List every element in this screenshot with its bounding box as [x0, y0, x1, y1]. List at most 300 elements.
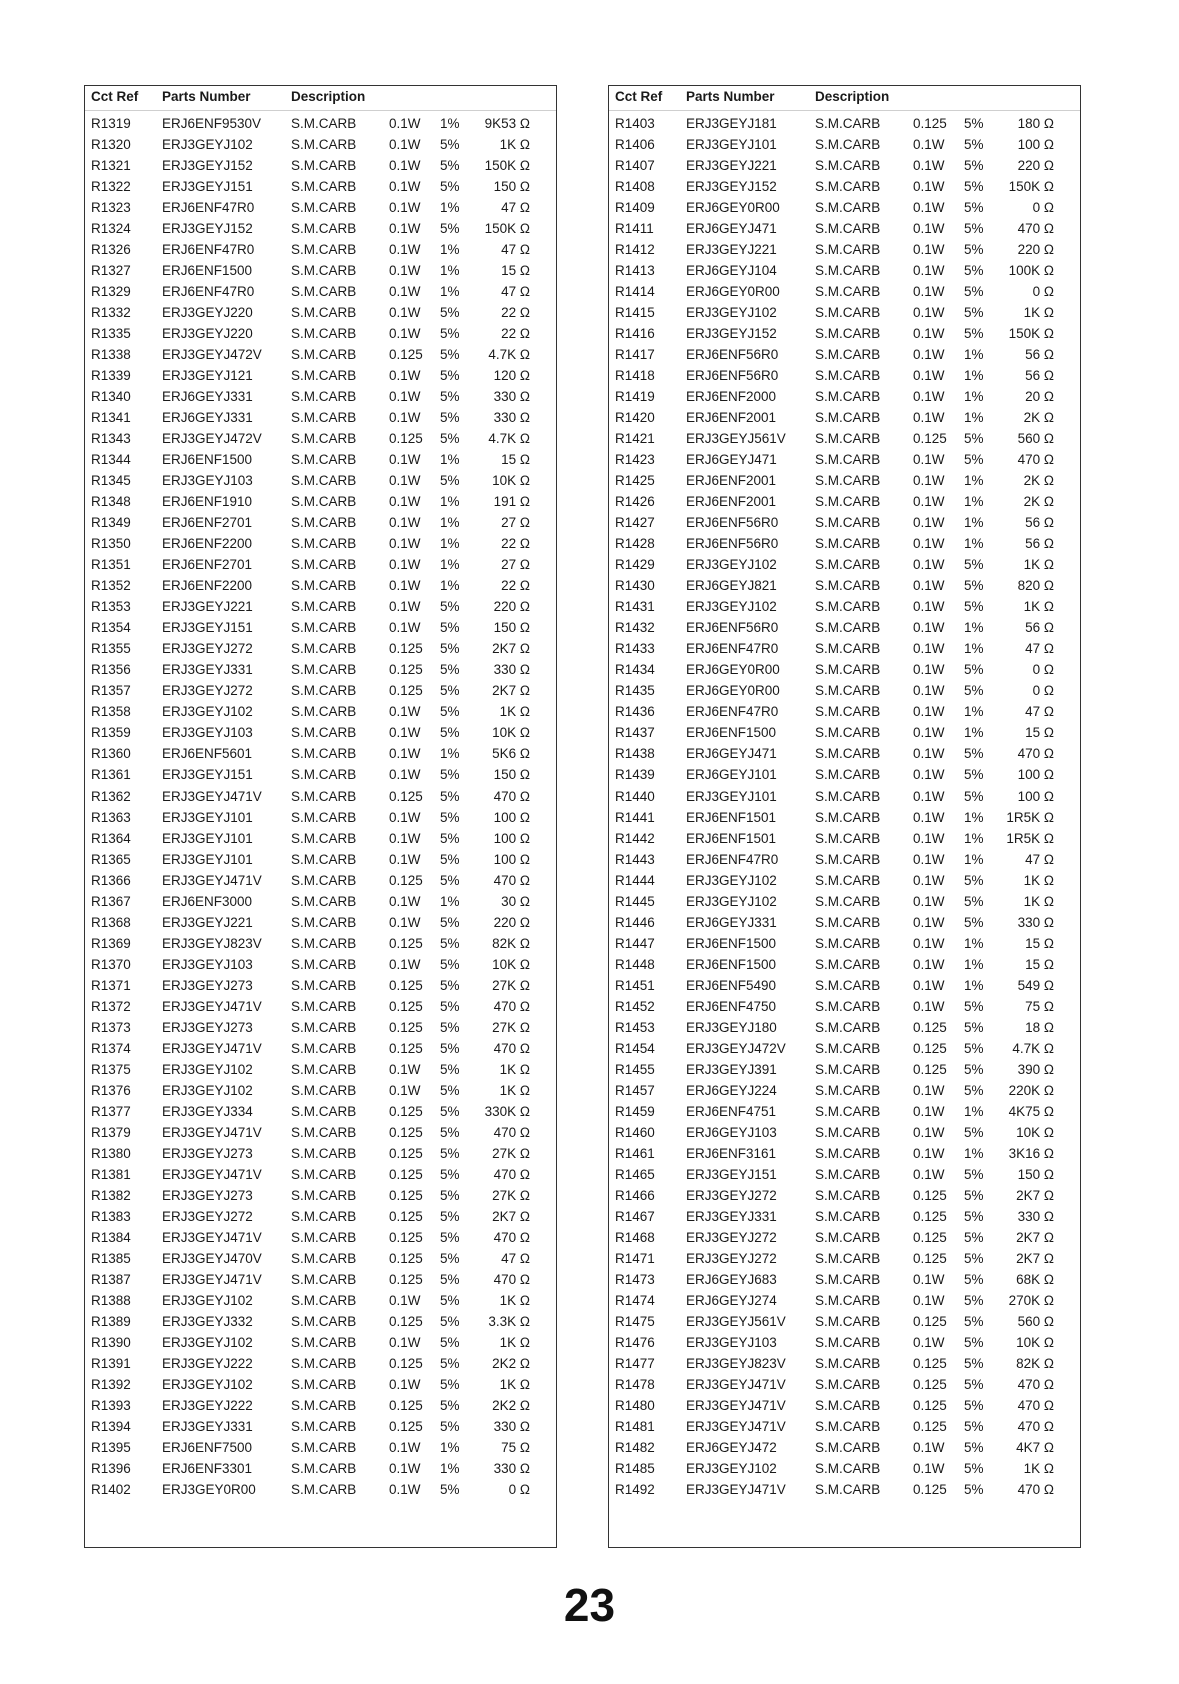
table-row	[609, 1438, 1080, 1459]
cell-value: 150K Ω	[484, 158, 530, 174]
cell-parts-number: ERJ3GEYJ102	[686, 557, 777, 573]
cell-value: 2K Ω	[1023, 410, 1054, 426]
cell-wattage: 0.1W	[389, 452, 421, 468]
cell-wattage: 0.1W	[389, 851, 421, 867]
cell-parts-number: ERJ3GEYJ151	[162, 767, 253, 783]
cell-wattage: 0.125	[913, 1397, 947, 1413]
cell-value: 220 Ω	[1017, 158, 1054, 174]
table-row	[609, 366, 1080, 387]
cell-description: S.M.CARB	[815, 662, 881, 678]
cell-cct-ref: R1473	[615, 1271, 655, 1287]
cell-wattage: 0.125	[389, 641, 423, 657]
cell-parts-number: ERJ6ENF47R0	[686, 704, 779, 720]
cell-value: 56 Ω	[1025, 536, 1054, 552]
cell-value: 1K Ω	[1023, 305, 1054, 321]
cell-cct-ref: R1377	[91, 1103, 131, 1119]
cell-tolerance: 5%	[964, 242, 984, 258]
cell-description: S.M.CARB	[815, 1019, 881, 1035]
cell-wattage: 0.1W	[389, 956, 421, 972]
cell-cct-ref: R1413	[615, 263, 655, 279]
cell-value: 22 Ω	[501, 578, 530, 594]
cell-value: 560 Ω	[1017, 431, 1054, 447]
cell-description: S.M.CARB	[815, 326, 881, 342]
cell-cct-ref: R1319	[91, 116, 131, 131]
cell-parts-number: ERJ3GEYJ101	[162, 809, 253, 825]
cell-value: 1K Ω	[499, 704, 530, 720]
cell-cct-ref: R1428	[615, 536, 655, 552]
cell-tolerance: 1%	[440, 515, 460, 531]
cell-tolerance: 5%	[440, 1208, 460, 1224]
cell-cct-ref: R1440	[615, 788, 655, 804]
cell-value: 68K Ω	[1016, 1271, 1054, 1287]
cell-description: S.M.CARB	[815, 263, 881, 279]
cell-cct-ref: R1384	[91, 1229, 131, 1245]
cell-description: S.M.CARB	[815, 536, 881, 552]
cell-value: 2K Ω	[1023, 473, 1054, 489]
cell-wattage: 0.125	[913, 1019, 947, 1035]
cell-description: S.M.CARB	[815, 578, 881, 594]
cell-cct-ref: R1364	[91, 830, 131, 846]
cell-cct-ref: R1421	[615, 431, 655, 447]
cell-value: 15 Ω	[1025, 935, 1054, 951]
cell-description: S.M.CARB	[815, 1103, 881, 1119]
cell-tolerance: 5%	[440, 767, 460, 783]
table-row	[85, 1102, 556, 1123]
cell-value: 1K Ω	[499, 1082, 530, 1098]
cell-wattage: 0.1W	[389, 1292, 421, 1308]
cell-description: S.M.CARB	[291, 1145, 357, 1161]
cell-parts-number: ERJ3GEYJ273	[162, 1145, 253, 1161]
cell-wattage: 0.125	[913, 1250, 947, 1266]
cell-cct-ref: R1455	[615, 1061, 655, 1077]
table-row	[609, 1039, 1080, 1060]
cell-value: 56 Ω	[1025, 515, 1054, 531]
cell-tolerance: 1%	[964, 641, 984, 657]
cell-description: S.M.CARB	[291, 725, 357, 741]
cell-cct-ref: R1390	[91, 1334, 131, 1350]
cell-description: S.M.CARB	[291, 200, 357, 216]
cell-wattage: 0.1W	[913, 998, 945, 1014]
cell-wattage: 0.1W	[913, 221, 945, 237]
cell-cct-ref: R1406	[615, 137, 655, 153]
cell-wattage: 0.1W	[913, 389, 945, 405]
cell-value: 2K7 Ω	[492, 641, 530, 657]
cell-parts-number: ERJ3GEYJ471V	[162, 1166, 262, 1182]
cell-description: S.M.CARB	[291, 1082, 357, 1098]
header-cct-ref: Cct Ref	[615, 89, 663, 104]
parts-table-left	[84, 85, 557, 1548]
cell-parts-number: ERJ6GEYJ274	[686, 1292, 777, 1308]
cell-parts-number: ERJ6ENF2701	[162, 557, 253, 573]
table-row	[85, 1060, 556, 1081]
cell-cct-ref: R1471	[615, 1250, 655, 1266]
cell-parts-number: ERJ6GEYJ683	[686, 1271, 777, 1287]
cell-parts-number: ERJ6GEYJ101	[686, 767, 777, 783]
cell-parts-number: ERJ3GEYJ221	[686, 158, 777, 174]
cell-value: 330 Ω	[493, 1418, 530, 1434]
cell-description: S.M.CARB	[291, 1397, 357, 1413]
cell-value: 27 Ω	[501, 515, 530, 531]
cell-parts-number: ERJ6ENF2000	[686, 389, 777, 405]
cell-tolerance: 5%	[440, 1482, 460, 1498]
cell-wattage: 0.1W	[913, 536, 945, 552]
table-row	[85, 492, 556, 513]
cell-wattage: 0.1W	[913, 1103, 945, 1119]
cell-description: S.M.CARB	[815, 872, 881, 888]
cell-value: 2K Ω	[1023, 494, 1054, 510]
cell-cct-ref: R1452	[615, 998, 655, 1014]
cell-description: S.M.CARB	[291, 1482, 357, 1498]
table-row	[609, 1459, 1080, 1480]
cell-wattage: 0.1W	[389, 1082, 421, 1098]
cell-wattage: 0.125	[389, 1271, 423, 1287]
cell-value: 10K Ω	[1016, 1124, 1054, 1140]
table-row	[609, 1207, 1080, 1228]
cell-description: S.M.CARB	[815, 1166, 881, 1182]
cell-parts-number: ERJ6ENF56R0	[686, 368, 779, 384]
cell-wattage: 0.1W	[913, 368, 945, 384]
cell-description: S.M.CARB	[815, 935, 881, 951]
cell-wattage: 0.1W	[389, 494, 421, 510]
table-row	[85, 1123, 556, 1144]
cell-description: S.M.CARB	[291, 1313, 357, 1329]
cell-cct-ref: R1460	[615, 1124, 655, 1140]
cell-cct-ref: R1416	[615, 326, 655, 342]
cell-tolerance: 5%	[440, 830, 460, 846]
table-row	[609, 1228, 1080, 1249]
table-row	[85, 1207, 556, 1228]
table-row	[85, 1186, 556, 1207]
table-row	[609, 1249, 1080, 1270]
cell-tolerance: 5%	[440, 368, 460, 384]
cell-parts-number: ERJ6ENF1500	[686, 725, 777, 741]
cell-value: 47 Ω	[501, 284, 530, 300]
cell-value: 150K Ω	[1008, 179, 1054, 195]
cell-description: S.M.CARB	[815, 1439, 881, 1455]
cell-description: S.M.CARB	[815, 641, 881, 657]
table-row	[609, 513, 1080, 534]
cell-description: S.M.CARB	[291, 788, 357, 804]
cell-parts-number: ERJ6ENF3161	[686, 1145, 777, 1161]
cell-cct-ref: R1465	[615, 1166, 655, 1182]
cell-wattage: 0.1W	[913, 263, 945, 279]
cell-tolerance: 5%	[964, 1292, 984, 1308]
cell-wattage: 0.1W	[913, 347, 945, 363]
cell-description: S.M.CARB	[291, 347, 357, 363]
cell-parts-number: ERJ3GEYJ102	[686, 893, 777, 909]
table-row	[609, 765, 1080, 786]
cell-cct-ref: R1389	[91, 1313, 131, 1329]
cell-wattage: 0.1W	[913, 158, 945, 174]
cell-description: S.M.CARB	[291, 1103, 357, 1119]
cell-tolerance: 1%	[440, 242, 460, 258]
cell-cct-ref: R1388	[91, 1292, 131, 1308]
cell-tolerance: 1%	[964, 977, 984, 993]
cell-parts-number: ERJ6ENF4751	[686, 1103, 777, 1119]
cell-wattage: 0.1W	[913, 788, 945, 804]
cell-tolerance: 5%	[964, 1082, 984, 1098]
cell-parts-number: ERJ3GEYJ222	[162, 1355, 253, 1371]
cell-description: S.M.CARB	[815, 767, 881, 783]
cell-parts-number: ERJ6GEYJ104	[686, 263, 777, 279]
cell-wattage: 0.1W	[389, 515, 421, 531]
cell-cct-ref: R1418	[615, 368, 655, 384]
table-row	[609, 198, 1080, 219]
cell-wattage: 0.125	[389, 788, 423, 804]
cell-value: 2K2 Ω	[492, 1355, 530, 1371]
cell-tolerance: 5%	[440, 788, 460, 804]
cell-value: 330 Ω	[1017, 1208, 1054, 1224]
cell-tolerance: 5%	[964, 1376, 984, 1392]
cell-parts-number: ERJ3GEYJ391	[686, 1061, 777, 1077]
table-row	[609, 261, 1080, 282]
cell-description: S.M.CARB	[815, 557, 881, 573]
cell-cct-ref: R1338	[91, 347, 131, 363]
cell-value: 2K7 Ω	[1016, 1187, 1054, 1203]
table-header	[85, 86, 556, 111]
cell-wattage: 0.1W	[913, 935, 945, 951]
cell-wattage: 0.125	[913, 1040, 947, 1056]
cell-value: 220 Ω	[493, 599, 530, 615]
cell-value: 47 Ω	[1025, 641, 1054, 657]
cell-tolerance: 5%	[964, 326, 984, 342]
cell-tolerance: 5%	[440, 872, 460, 888]
cell-parts-number: ERJ6ENF56R0	[686, 620, 779, 636]
cell-description: S.M.CARB	[291, 599, 357, 615]
cell-value: 330 Ω	[1017, 914, 1054, 930]
cell-cct-ref: R1351	[91, 557, 131, 573]
cell-parts-number: ERJ3GEYJ471V	[686, 1397, 786, 1413]
table-row	[85, 1018, 556, 1039]
cell-cct-ref: R1341	[91, 410, 131, 426]
cell-parts-number: ERJ6GEY0R00	[686, 200, 780, 216]
table-row	[85, 976, 556, 997]
cell-value: 470 Ω	[1017, 746, 1054, 762]
cell-tolerance: 5%	[964, 1250, 984, 1266]
cell-parts-number: ERJ3GEYJ102	[686, 599, 777, 615]
cell-description: S.M.CARB	[291, 389, 357, 405]
cell-wattage: 0.125	[389, 1355, 423, 1371]
cell-tolerance: 5%	[440, 851, 460, 867]
cell-tolerance: 5%	[440, 1082, 460, 1098]
table-row	[609, 829, 1080, 850]
cell-tolerance: 5%	[440, 389, 460, 405]
cell-value: 22 Ω	[501, 305, 530, 321]
cell-cct-ref: R1444	[615, 872, 655, 888]
cell-tolerance: 1%	[440, 746, 460, 762]
cell-parts-number: ERJ3GEYJ273	[162, 977, 253, 993]
cell-wattage: 0.1W	[389, 284, 421, 300]
cell-parts-number: ERJ3GEYJ334	[162, 1103, 253, 1119]
cell-parts-number: ERJ6GEY0R00	[686, 662, 780, 678]
cell-value: 180 Ω	[1017, 116, 1054, 131]
cell-tolerance: 1%	[964, 851, 984, 867]
header-description: Description	[815, 89, 890, 104]
cell-tolerance: 1%	[964, 1145, 984, 1161]
table-row	[85, 913, 556, 934]
cell-tolerance: 5%	[440, 599, 460, 615]
cell-tolerance: 5%	[440, 620, 460, 636]
cell-description: S.M.CARB	[815, 1482, 881, 1498]
cell-cct-ref: R1366	[91, 872, 131, 888]
cell-value: 82K Ω	[492, 935, 530, 951]
cell-cct-ref: R1373	[91, 1019, 131, 1035]
cell-description: S.M.CARB	[291, 1292, 357, 1308]
cell-wattage: 0.1W	[389, 767, 421, 783]
cell-wattage: 0.1W	[389, 1482, 421, 1498]
cell-description: S.M.CARB	[291, 1166, 357, 1182]
cell-wattage: 0.1W	[913, 851, 945, 867]
cell-tolerance: 5%	[964, 1461, 984, 1476]
cell-parts-number: ERJ3GEYJ102	[162, 1292, 253, 1308]
cell-parts-number: ERJ3GEYJ102	[162, 1376, 253, 1392]
table-row	[85, 765, 556, 786]
cell-wattage: 0.125	[389, 872, 423, 888]
cell-parts-number: ERJ3GEYJ220	[162, 326, 253, 342]
cell-parts-number: ERJ3GEYJ471V	[686, 1376, 786, 1392]
cell-description: S.M.CARB	[815, 179, 881, 195]
table-row	[609, 555, 1080, 576]
table-row	[85, 555, 556, 576]
cell-description: S.M.CARB	[815, 704, 881, 720]
table-row	[609, 1081, 1080, 1102]
cell-wattage: 0.125	[389, 1229, 423, 1245]
table-row	[609, 997, 1080, 1018]
cell-parts-number: ERJ6ENF3000	[162, 893, 253, 909]
table-row	[609, 955, 1080, 976]
cell-description: S.M.CARB	[815, 284, 881, 300]
cell-tolerance: 5%	[964, 1397, 984, 1413]
cell-value: 27K Ω	[492, 1187, 530, 1203]
table-row	[85, 1270, 556, 1291]
cell-value: 0 Ω	[1032, 200, 1054, 216]
cell-tolerance: 5%	[964, 893, 984, 909]
table-row	[609, 471, 1080, 492]
cell-value: 0 Ω	[508, 1482, 530, 1498]
cell-tolerance: 5%	[964, 1124, 984, 1140]
cell-wattage: 0.1W	[913, 1166, 945, 1182]
cell-wattage: 0.1W	[389, 389, 421, 405]
cell-value: 330 Ω	[493, 389, 530, 405]
cell-cct-ref: R1477	[615, 1355, 655, 1371]
cell-description: S.M.CARB	[815, 956, 881, 972]
cell-cct-ref: R1448	[615, 956, 655, 972]
cell-tolerance: 5%	[440, 1103, 460, 1119]
table-row	[609, 1186, 1080, 1207]
cell-value: 2K7 Ω	[1016, 1250, 1054, 1266]
cell-parts-number: ERJ3GEYJ102	[162, 1334, 253, 1350]
cell-tolerance: 5%	[440, 1229, 460, 1245]
cell-tolerance: 5%	[964, 599, 984, 615]
cell-wattage: 0.1W	[389, 137, 421, 153]
table-row	[609, 282, 1080, 303]
cell-description: S.M.CARB	[291, 1061, 357, 1077]
cell-description: S.M.CARB	[815, 116, 881, 131]
table-row	[85, 345, 556, 366]
cell-tolerance: 5%	[964, 914, 984, 930]
cell-tolerance: 1%	[964, 347, 984, 363]
cell-cct-ref: R1376	[91, 1082, 131, 1098]
cell-cct-ref: R1437	[615, 725, 655, 741]
cell-parts-number: ERJ3GEYJ471V	[162, 1124, 262, 1140]
cell-wattage: 0.125	[389, 662, 423, 678]
cell-parts-number: ERJ3GEYJ471V	[162, 998, 262, 1014]
table-row	[85, 324, 556, 345]
cell-description: S.M.CARB	[815, 1313, 881, 1329]
cell-tolerance: 1%	[440, 263, 460, 279]
cell-value: 100 Ω	[493, 851, 530, 867]
cell-wattage: 0.125	[389, 1208, 423, 1224]
table-row	[85, 1165, 556, 1186]
table-row	[85, 156, 556, 177]
cell-description: S.M.CARB	[291, 1271, 357, 1287]
cell-wattage: 0.125	[913, 1229, 947, 1245]
cell-wattage: 0.125	[389, 935, 423, 951]
cell-parts-number: ERJ6ENF3301	[162, 1461, 253, 1476]
cell-parts-number: ERJ3GEYJ471V	[686, 1482, 786, 1498]
table-row	[85, 450, 556, 471]
cell-tolerance: 5%	[964, 1019, 984, 1035]
cell-tolerance: 5%	[440, 704, 460, 720]
cell-parts-number: ERJ3GEYJ472V	[686, 1040, 786, 1056]
cell-tolerance: 5%	[964, 767, 984, 783]
cell-description: S.M.CARB	[815, 1145, 881, 1161]
cell-cct-ref: R1320	[91, 137, 131, 153]
cell-wattage: 0.1W	[913, 326, 945, 342]
table-row	[609, 913, 1080, 934]
cell-parts-number: ERJ3GEYJ470V	[162, 1250, 262, 1266]
cell-value: 15 Ω	[1025, 956, 1054, 972]
cell-parts-number: ERJ6ENF2001	[686, 410, 777, 426]
table-row	[609, 871, 1080, 892]
cell-description: S.M.CARB	[815, 1461, 881, 1476]
table-row	[609, 1291, 1080, 1312]
cell-wattage: 0.125	[389, 977, 423, 993]
cell-wattage: 0.125	[913, 116, 947, 131]
cell-tolerance: 5%	[964, 1061, 984, 1077]
cell-tolerance: 1%	[440, 452, 460, 468]
cell-parts-number: ERJ3GEYJ102	[162, 1061, 253, 1077]
cell-description: S.M.CARB	[291, 704, 357, 720]
cell-cct-ref: R1396	[91, 1461, 131, 1476]
cell-wattage: 0.1W	[913, 956, 945, 972]
cell-cct-ref: R1326	[91, 242, 131, 258]
cell-parts-number: ERJ6GEYJ331	[162, 389, 253, 405]
cell-wattage: 0.1W	[913, 977, 945, 993]
cell-value: 100 Ω	[1017, 767, 1054, 783]
cell-tolerance: 1%	[440, 1439, 460, 1455]
cell-value: 15 Ω	[1025, 725, 1054, 741]
cell-parts-number: ERJ3GEYJ272	[162, 641, 253, 657]
cell-description: S.M.CARB	[291, 998, 357, 1014]
cell-wattage: 0.125	[389, 431, 423, 447]
cell-cct-ref: R1361	[91, 767, 131, 783]
cell-cct-ref: R1439	[615, 767, 655, 783]
cell-cct-ref: R1339	[91, 368, 131, 384]
cell-cct-ref: R1426	[615, 494, 655, 510]
table-row	[609, 429, 1080, 450]
cell-value: 18 Ω	[1025, 1019, 1054, 1035]
cell-value: 3.3K Ω	[488, 1313, 530, 1329]
table-row	[85, 177, 556, 198]
cell-value: 150K Ω	[484, 221, 530, 237]
cell-wattage: 0.1W	[389, 578, 421, 594]
cell-description: S.M.CARB	[815, 1061, 881, 1077]
table-row	[85, 871, 556, 892]
cell-wattage: 0.1W	[389, 1439, 421, 1455]
cell-value: 470 Ω	[493, 872, 530, 888]
table-row	[609, 597, 1080, 618]
